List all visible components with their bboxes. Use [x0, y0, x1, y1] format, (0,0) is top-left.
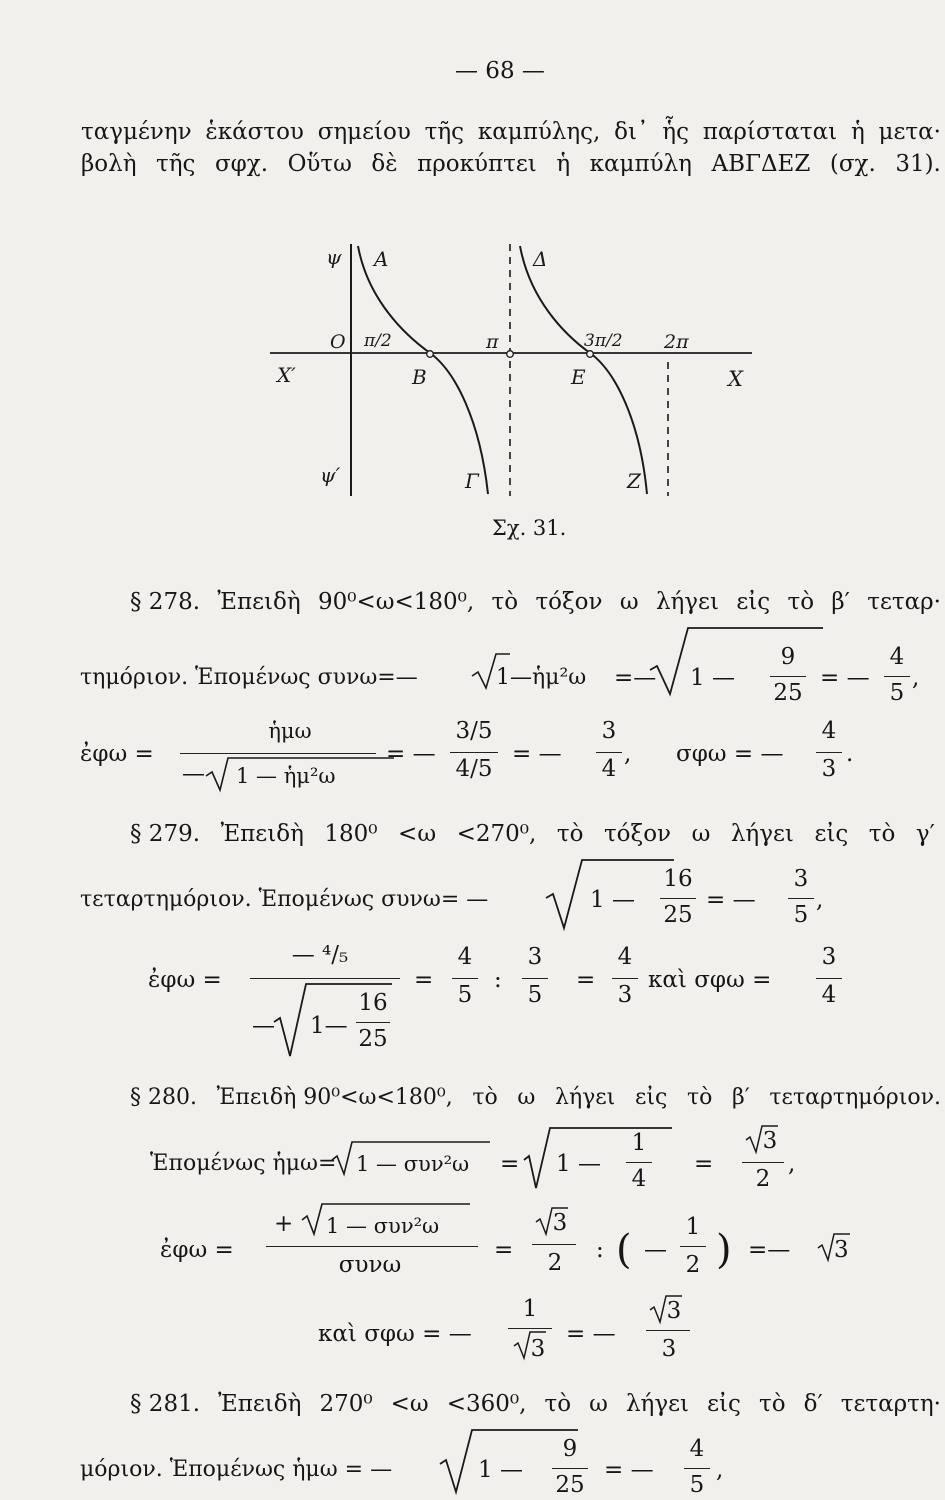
equals-minus: = — — [604, 1457, 654, 1483]
colon: : — [596, 1237, 604, 1263]
denominator: 2 — [755, 1166, 771, 1192]
fraction-bar — [552, 1468, 588, 1469]
word: γ′ — [915, 821, 935, 847]
left-paren: ( — [616, 1227, 632, 1273]
word: ΑΒΓΔΕΖ — [711, 151, 811, 177]
word: τῆς — [424, 119, 465, 145]
equals-minus: = — — [386, 741, 436, 767]
word: τὸ — [868, 821, 896, 847]
label-psi-prime: ψ′ — [320, 463, 341, 487]
word: ω — [517, 1085, 536, 1110]
denominator: 5 — [689, 1472, 705, 1498]
s279-line-2-lead: τεταρτημόριον. Ἑπομένως συνω= — — [80, 887, 489, 912]
denominator: 4/5 — [455, 756, 493, 782]
comma: , — [816, 887, 824, 913]
word: εἰς — [707, 1391, 741, 1417]
word: τὸ — [544, 1391, 572, 1417]
one-minus: 1 — — [690, 665, 735, 691]
equals-minus: =— — [614, 665, 657, 691]
numerator: 16 — [358, 990, 388, 1016]
word: § 278. — [130, 589, 201, 615]
colon: : — [494, 967, 502, 993]
word: καμπύλη — [589, 151, 692, 177]
fraction-bar — [626, 1162, 652, 1163]
equals-minus: = — — [820, 665, 870, 691]
word: ἑκάστου — [205, 119, 304, 145]
fraction-bar — [884, 676, 910, 677]
numerator: 3 — [793, 866, 809, 892]
page-number: — 68 — — [455, 58, 545, 84]
word: σημείου — [317, 119, 411, 145]
numerator: 4 — [689, 1436, 705, 1462]
one-minus: 1 — — [556, 1151, 601, 1177]
figure-caption: Σχ. 31. — [492, 516, 567, 540]
fraction-bar — [816, 752, 842, 753]
tan-label: ἐφω = — [160, 1237, 234, 1263]
denominator: συνω — [338, 1252, 402, 1278]
fraction-bar — [596, 752, 622, 753]
word: § 281. — [130, 1391, 201, 1417]
numerator: — ⁴/₅ — [291, 942, 349, 968]
denominator: 5 — [527, 982, 543, 1008]
numerator: 16 — [663, 866, 693, 892]
fraction-bar — [508, 1328, 552, 1329]
word: (σχ. — [829, 151, 876, 177]
word: βολὴ — [81, 151, 137, 177]
word: <ω — [398, 821, 437, 847]
radicand: 1 — ἡμ²ω — [236, 764, 336, 788]
word: προκύπτει — [417, 151, 537, 177]
denominator: 4 — [601, 756, 617, 782]
fraction-bar — [660, 898, 696, 899]
denominator: 4 — [821, 982, 837, 1008]
comma: , — [788, 1151, 796, 1177]
comma: , — [624, 741, 632, 767]
word: Οὕτω — [287, 151, 352, 177]
point-pi — [507, 351, 514, 358]
denominator: 25 — [773, 680, 803, 706]
minus-sign: — — [644, 1237, 667, 1263]
numerator: ἡμω — [268, 719, 312, 743]
label-E: E — [571, 365, 586, 389]
fraction-bar — [180, 753, 376, 754]
word: Ἐπειδὴ 90⁰<ω<180⁰, — [216, 1085, 453, 1110]
numerator-sqrt: 3 — [552, 1210, 568, 1236]
word: Ἐπειδὴ — [217, 589, 301, 615]
comma: , — [912, 665, 920, 691]
numerator: 4 — [457, 944, 473, 970]
word: λήγει — [730, 821, 794, 847]
and-cot-label: καὶ σφω = — — [318, 1321, 472, 1347]
label-x: X — [728, 367, 743, 391]
numerator: 1 — [631, 1130, 647, 1156]
cot-label: σφω = — — [676, 741, 784, 767]
word: δὲ — [371, 151, 398, 177]
and-cot-label: καὶ σφω = — [648, 967, 772, 993]
numerator: 3 — [601, 718, 617, 744]
word: τεταρτημόριον. — [769, 1085, 941, 1110]
point-B — [427, 351, 434, 358]
numerator: 1 — [685, 1214, 701, 1240]
word: δι᾽ — [614, 119, 649, 145]
word: ω — [619, 589, 639, 615]
equals: = — [494, 1237, 514, 1263]
denominator: 4 — [631, 1166, 647, 1192]
s278-line-1 — [130, 588, 941, 616]
word: τόξον — [603, 821, 672, 847]
word: τόξον — [535, 589, 603, 615]
word: παρίσταται — [702, 119, 838, 145]
word: εἰς — [814, 821, 849, 847]
right-paren: ) — [716, 1227, 732, 1273]
equals-minus: = — — [706, 887, 756, 913]
equals: = — [576, 967, 596, 993]
denominator: 25 — [663, 902, 693, 928]
denominator: 25 — [358, 1026, 388, 1052]
fraction-bar — [816, 978, 842, 979]
minus-sign: — — [252, 1013, 275, 1039]
word: ἡ — [850, 119, 865, 145]
period: . — [846, 741, 854, 767]
denominator: 2 — [547, 1250, 563, 1276]
fraction-bar — [452, 978, 478, 979]
fraction-bar — [450, 752, 498, 753]
s281-line-1 — [130, 1390, 941, 1418]
result-sqrt: 3 — [834, 1237, 849, 1263]
word: ταγμένην — [81, 119, 192, 145]
word: τὸ — [758, 1391, 786, 1417]
numerator: 4 — [889, 644, 905, 670]
tan-label: ἐφω = — [148, 967, 222, 993]
word: ἡ — [556, 151, 571, 177]
label-two-pi: 2π — [664, 331, 689, 353]
equals-minus: = — — [512, 741, 562, 767]
word: τὸ — [686, 1085, 713, 1110]
s280-line-1 — [130, 1084, 941, 1112]
word: τεταρτη· — [840, 1391, 941, 1417]
word: 31). — [895, 151, 941, 177]
label-psi: ψ — [326, 245, 342, 269]
comma: , — [716, 1457, 724, 1483]
denominator-sqrt: 3 — [530, 1336, 546, 1362]
figure-31-cotangent-graph — [0, 0, 945, 520]
denominator: 2 — [685, 1252, 701, 1278]
word: Ἐπειδὴ — [218, 1391, 302, 1417]
s279-line-1 — [130, 820, 935, 848]
tan-label: ἐφω = — [80, 741, 154, 767]
denominator: 25 — [555, 1472, 585, 1498]
word: <360⁰, — [446, 1391, 527, 1417]
word: 90⁰<ω<180⁰, — [317, 589, 475, 615]
fraction-bar — [788, 898, 814, 899]
word: ω — [691, 821, 711, 847]
word: 270⁰ — [319, 1391, 373, 1417]
fraction-bar — [646, 1330, 690, 1331]
word: ἧς — [662, 119, 689, 145]
point-E — [587, 351, 594, 358]
fraction-bar — [266, 1246, 478, 1247]
numerator: 3 — [821, 944, 837, 970]
word: <270⁰, — [456, 821, 537, 847]
word: β′ — [831, 589, 850, 615]
word: τὸ — [556, 821, 584, 847]
label-origin: O — [330, 331, 346, 353]
equals: = — [694, 1151, 714, 1177]
word: ω — [589, 1391, 608, 1417]
numerator: 9 — [780, 644, 796, 670]
numerator: 4 — [821, 718, 837, 744]
label-A: A — [374, 247, 389, 271]
fraction-bar — [522, 978, 548, 979]
word: λήγει — [555, 1085, 616, 1110]
word: σφχ. — [214, 151, 269, 177]
equals-minus: =— — [748, 1237, 791, 1263]
label-B: B — [412, 365, 427, 389]
minus-sign: — — [182, 761, 205, 787]
word: Ἐπειδὴ — [220, 821, 304, 847]
s280-line-2-lead: Ἑπομένως ἡμω= — [150, 1151, 337, 1176]
numerator: 1 — [522, 1296, 538, 1322]
numerator: 4 — [617, 944, 633, 970]
fraction-bar — [770, 676, 806, 677]
word: τὸ — [787, 589, 815, 615]
word: § 279. — [130, 821, 201, 847]
one-minus: 1— — [310, 1013, 348, 1039]
label-pi-half: π/2 — [364, 331, 392, 351]
fraction-bar — [250, 978, 400, 979]
numerator: 9 — [562, 1436, 578, 1462]
denominator: 3 — [617, 982, 633, 1008]
numerator-sqrt: 3 — [666, 1298, 682, 1324]
fraction-bar — [680, 1246, 706, 1247]
word: εἰς — [736, 589, 771, 615]
fraction-bar — [612, 978, 638, 979]
word: εἰς — [634, 1085, 668, 1110]
denominator: 5 — [457, 982, 473, 1008]
denominator: 5 — [889, 680, 905, 706]
plus-minus-sign: + — [274, 1211, 294, 1237]
word: § 280. — [130, 1085, 197, 1110]
word: τὸ — [491, 589, 519, 615]
s278-radicand-1: 1—ἡμ²ω — [496, 665, 587, 690]
word: β′ — [732, 1085, 750, 1110]
fraction-bar — [684, 1468, 710, 1469]
radicand: 1 — συν²ω — [356, 1152, 470, 1176]
one-minus: 1 — — [478, 1457, 523, 1483]
fraction-bar — [532, 1244, 576, 1245]
word: καμπύλης, — [477, 119, 601, 145]
word: λήγει — [625, 1391, 690, 1417]
label-Z: Z — [627, 469, 641, 493]
label-x-prime: X′ — [277, 363, 296, 387]
fraction-bar — [356, 1022, 390, 1023]
label-pi: π — [486, 331, 499, 353]
equals-minus: = — — [566, 1321, 616, 1347]
numerator: 3 — [527, 944, 543, 970]
word: τῆς — [156, 151, 196, 177]
label-three-pi-half: 3π/2 — [584, 331, 623, 351]
denominator: 3 — [821, 756, 837, 782]
fraction-bar — [742, 1162, 784, 1163]
equals: = — [414, 967, 434, 993]
word: τεταρ· — [867, 589, 941, 615]
word: μετα· — [878, 119, 941, 145]
word: 180⁰ — [324, 821, 378, 847]
word: τὸ — [472, 1085, 498, 1110]
s278-line-2-lead: τημόριον. Ἑπομένως συνω=— — [80, 665, 418, 690]
denominator: 3 — [661, 1336, 677, 1362]
numerator-sqrt: 3 — [762, 1128, 778, 1154]
one-minus: 1 — — [590, 887, 635, 913]
equals: = — [500, 1151, 520, 1177]
word: <ω — [390, 1391, 429, 1417]
label-G: Γ — [465, 469, 479, 493]
word: λήγει — [655, 589, 719, 615]
denominator: 5 — [793, 902, 809, 928]
numerator: 3/5 — [455, 718, 493, 744]
radicand: 1 — συν²ω — [326, 1214, 440, 1238]
label-D: Δ — [533, 247, 548, 271]
word: δ′ — [803, 1391, 823, 1417]
s281-line-2-lead: μόριον. Ἑπομένως ἡμω = — — [80, 1457, 393, 1482]
